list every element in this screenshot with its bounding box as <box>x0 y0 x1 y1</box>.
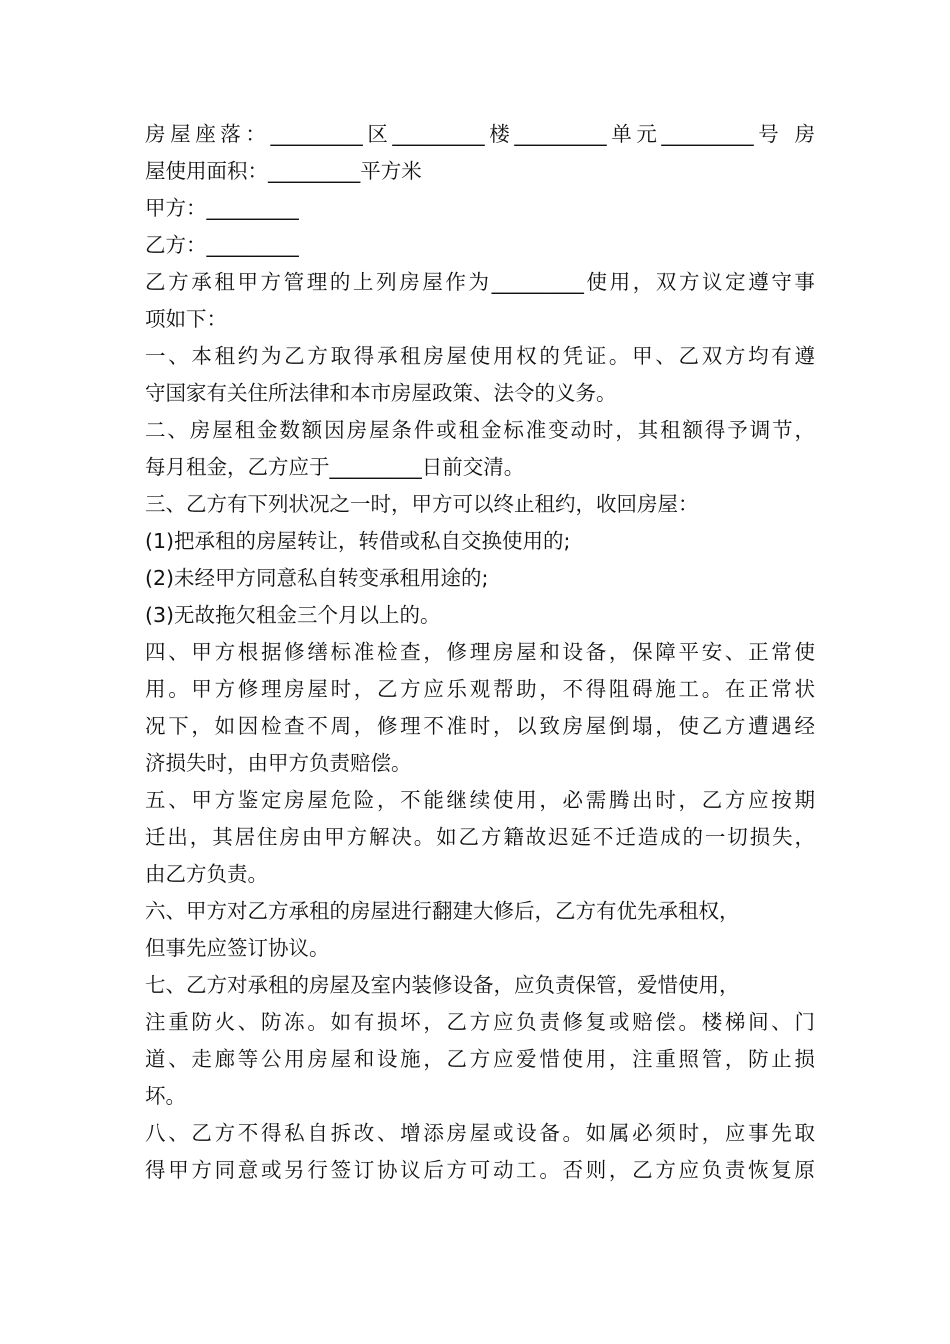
text-line: 甲方：_________ <box>145 196 299 220</box>
text-line: (3)无故拖欠租金三个月以上的。 <box>145 603 441 627</box>
text-line: 但事先应签订协议。 <box>145 936 330 960</box>
text-line: (1)把承租的房屋转让，转借或私自交换使用的; <box>145 529 571 553</box>
text-line: 一、本租约为乙方取得承租房屋使用权的凭证。甲、乙双方均有遵 <box>145 344 815 368</box>
text-line: 六、甲方对乙方承租的房屋进行翻建大修后，乙方有优先承租权， <box>145 899 740 923</box>
text-line: 守国家有关住所法律和本市房屋政策、法令的义务。 <box>145 381 617 405</box>
text-line: 注重防火、防冻。如有损坏，乙方应负责修复或赔偿。楼梯间、门 <box>145 1010 815 1034</box>
text-line: 由乙方负责。 <box>145 862 268 886</box>
text-line: 济损失时，由甲方负责赔偿。 <box>145 751 412 775</box>
text-line: 得甲方同意或另行签订协议后方可动工。否则，乙方应负责恢复原 <box>145 1158 815 1182</box>
text-line: 七、乙方对承租的房屋及室内装修设备，应负责保管，爱惜使用， <box>145 973 740 997</box>
text-line: 房屋座落：_________区_________楼_________单元_________号 房 <box>145 122 815 146</box>
text-line: 况下，如因检查不周，修理不准时，以致房屋倒塌，使乙方遭遇经 <box>145 714 815 738</box>
text-line: (2)未经甲方同意私自转变承租用途的; <box>145 566 489 590</box>
text-line: 三、乙方有下列状况之一时，甲方可以终止租约，收回房屋： <box>145 492 699 516</box>
text-line: 四、甲方根据修缮标准检查，修理房屋和设备，保障平安、正常使 <box>145 640 815 664</box>
text-line: 坏。 <box>145 1084 186 1108</box>
text-line: 每月租金，乙方应于_________日前交清。 <box>145 455 525 479</box>
text-line: 二、房屋租金数额因房屋条件或租金标准变动时，其租额得予调节， <box>145 418 815 442</box>
text-line: 用。甲方修理房屋时，乙方应乐观帮助，不得阻碍施工。在正常状 <box>145 677 815 701</box>
document-body <box>145 116 815 1189</box>
text-line: 道、走廊等公用房屋和设施，乙方应爱惜使用，注重照管，防止损 <box>145 1047 815 1071</box>
text-line: 乙方承租甲方管理的上列房屋作为_________使用，双方议定遵守事 <box>145 270 815 294</box>
text-line: 五、甲方鉴定房屋危险，不能继续使用，必需腾出时，乙方应按期 <box>145 788 815 812</box>
text-line: 八、乙方不得私自拆改、增添房屋或设备。如属必须时，应事先取 <box>145 1121 815 1145</box>
text-line: 乙方：_________ <box>145 233 299 257</box>
text-line: 屋使用面积：_________平方米 <box>145 159 422 183</box>
text-line: 迁出，其居住房由甲方解决。如乙方籍故迟延不迁造成的一切损失， <box>145 825 815 849</box>
text-line: 项如下： <box>145 307 227 331</box>
